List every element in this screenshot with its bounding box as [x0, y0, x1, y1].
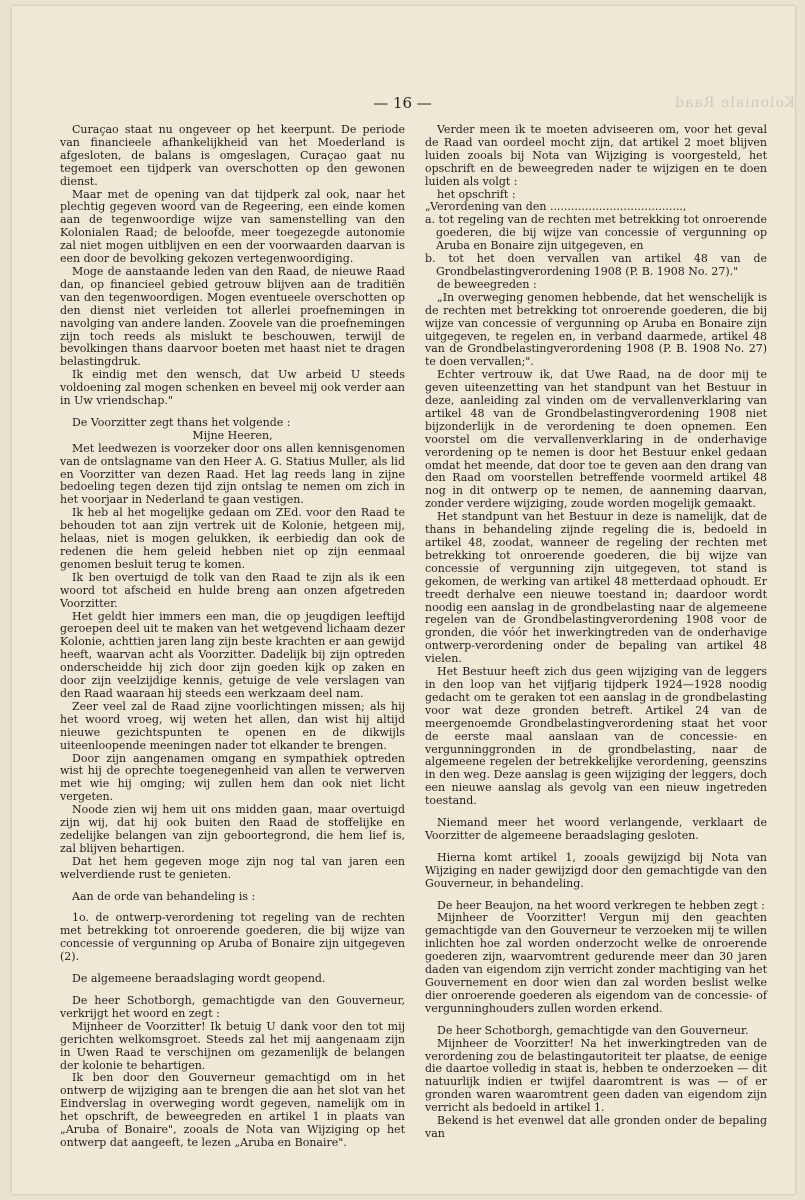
left-paragraph: Moge de aanstaande leden van den Raad, de nieuwe Raad dan, op financieel gebied getrouw blijven aan de traditiën van den tegenwoordigen. Mogen eventueele overschotten op den dienst niet verleiden tot allerlei proefnemingen in navolging van andere landen. Zoovele van die proefnemingen zijn toch reeds als mislukt te beschouwen, terwijl de bevolkingen thans daarvoor boeten met haast niet te dragen belastingdruk. — [60, 264, 405, 369]
left-paragraph: Mijne Heeren, — [192, 428, 273, 442]
left-paragraph: 1o. de ontwerp-verordening tot regeling van de rechten met betrekking tot onroerende goederen, die bij wijze van concessie of vergunning op Aruba of Bonaire zijn uitgegeven (2). — [60, 911, 405, 964]
left-paragraph: Ik ben overtuigd de tolk van den Raad te zijn als ik een woord tot afscheid en hulde breng aan onzen afgetreden Voorzitter. — [60, 570, 405, 610]
left-paragraph: Zeer veel zal de Raad zijne voorlichtingen missen; als hij het woord vroeg, wij weten het allen, dan wist hij altijd nieuwe gezichtspunten te openen en de dikwijls uiteenloopende meeningen nader tot elkander te brengen. — [60, 699, 405, 752]
left-paragraph: Curaçao staat nu ongeveer op het keerpunt. De periode van financieele afhankelijkheid van het Moederland is afgesloten, de balans is omgeslagen, Curaçao gaat nu tegemoet een tijdperk van overschotten op den gewonen dienst. — [60, 123, 405, 188]
right-paragraph: De heer Beaujon, na het woord verkregen te hebben zegt : — [437, 898, 765, 912]
right-paragraph: b. tot het doen vervallen van artikel 48 van de Grondbelastingverordening 1908 (P. B. 1908 No. 27)." — [425, 252, 767, 278]
right-paragraph: Niemand meer het woord verlangende, verklaart de Voorzitter de algemeene beraadslaging gesloten. — [425, 816, 767, 842]
right-paragraph: Echter vertrouw ik, dat Uwe Raad, na de door mij te geven uiteenzetting van het standpunt van het Bestuur in deze, aanleiding zal vinden om de vervallenverklaring van artikel 48 van de Grondbelastingverordening 1908 niet bijzonderlijk in de verordening te doen opnemen. Een voorstel om die vervallenverklaring in de onderhavige verordening op te nemen is door het Bestuur enkel gedaan omdat het meende, dat door toe te geven aan den drang van den Raad om voorstellen betreffende voormeld artikel 48 nog in dit ontwerp op te nemen, de aanneming daarvan, zonder verdere wijziging, zoude worden mogelijk gemaakt. — [425, 368, 767, 511]
right-paragraph: De heer Schotborgh, gemachtigde van den Gouverneur. — [437, 1023, 749, 1037]
right-paragraph: de beweegreden : — [437, 277, 537, 291]
left-paragraph: Dat het hem gegeven moge zijn nog tal van jaren een welverdiende rust te genieten. — [60, 854, 405, 881]
right-paragraph: Mijnheer de Voorzitter! Vergun mij den geachten gemachtigde van den Gouverneur te verzoeken mij te willen inlichten hoe zal worden onderzocht welke de onroerende goederen zijn, waarvomtrent gedurende meer dan 30 jaren daden van eigendom zijn verricht zonder machtiging van het Gouvernement en door wien dan zal worden beslist welke dier onroerende goederen als eigendom van de concessie- of vergunninghouders zullen worden erkend. — [425, 911, 767, 1015]
page-number: — 16 — — [373, 94, 432, 112]
left-paragraph: Ik heb al het mogelijke gedaan om ZEd. voor den Raad te behouden tot aan zijn vertrek uit de Kolonie, hetgeen mij, helaas, niet is mogen gelukken, ik eerbiedig dan ook de redenen die hem geleid hebben niet op zijn eenmaal genomen besluit terug te komen. — [60, 506, 405, 571]
right-paragraph: Bekend is het evenwel dat alle gronden onder de bepaling van — [425, 1114, 767, 1140]
right-text-column — [425, 124, 767, 1141]
left-paragraph: De heer Schotborgh, gemachtigde van den Gouverneur, verkrijgt het woord en zegt : — [60, 994, 405, 1020]
left-text-column — [60, 124, 405, 1150]
left-paragraph: De Voorzitter zegt thans het volgende : — [72, 415, 291, 429]
right-paragraph: Mijnheer de Voorzitter! Na het inwerkingtreden van de verordening zou de belastingautoriteit ter plaatse, de eenige die daartoe volledig in staat is, hebben te onderzoeken — dit natuurlijk indien er twijfel daaromtrent is was — of er gronden waren waaromtrent geen daden van eigendom zijn verricht als bedoeld in artikel 1. — [425, 1036, 767, 1115]
left-paragraph: Met leedwezen is voorzeker door ons allen kennisgenomen van de ontslagname van den Heer A. G. Statius Muller, als lid en Voorzitter van dezen Raad. Het lag reeds lang in zijne bedoeling tegen dezen tijd zijn ontslag te nemen om zich in het voorjaar in Nederland te gaan vestigen. — [60, 441, 405, 507]
left-paragraph: Aan de orde van behandeling is : — [72, 889, 256, 903]
left-paragraph: Ik ben door den Gouverneur gemachtigd om in het ontwerp de wijziging aan te brengen die aan het slot van het Eindverslag in overweging wordt gegeven, namelijk om in het opschrift, de beweegreden en artikel 1 in plaats van „Aruba of Bonaire", zooals de Nota van Wijziging op het ontwerp dat aangeeft, te lezen „Aruba en Bonaire". — [60, 1071, 405, 1149]
right-paragraph: het opschrift : — [437, 187, 516, 201]
right-paragraph: Het standpunt van het Bestuur in deze is namelijk, dat de thans in behandeling zijnde regeling die is, bedoeld in artikel 48, zoodat, wanneer de regeling der rechten met betrekking tot onroerende goederen, die bij wijze van concessie of vergunning zijn uitgegeven, tot stand is gekomen, de werking van artikel 48 metterdaad ophoudt. Er treedt derhalve een nieuwe toestand in; daardoor wordt noodig een aanslag in de grondbelasting naar de algemeene regelen van de Grondbelastingverordening 1908 voor de gronden, die vóór het inwerkingtreden van de onderhavige ontwerp-verordening onder de bepaling van artikel 48 vielen. — [425, 510, 767, 666]
left-paragraph: Maar met de opening van dat tijdperk zal ook, naar het plechtig gegeven woord van de Regeering, een einde komen aan de tegenwoordige wijze van samenstelling van den Kolonialen Raad; de beloofde, meer toegezegde autonomie zal niet mogen uitblijven en een der voorwaarden daarvan is een door de bevolking gekozen vertegenwoordiging. — [60, 187, 405, 266]
right-paragraph: „In overweging genomen hebbende, dat het wenschelijk is de rechten met betrekking tot onroerende goederen, die bij wijze van concessie of vergunning op Aruba en Bonaire zijn uitgegeven, te regelen en, in verband daarmede, artikel 48 van de Grondbelastingverordening 1908 (P. B. 1908 No. 27) te doen vervallen;". — [425, 290, 767, 369]
left-paragraph: Noode zien wij hem uit ons midden gaan, maar overtuigd zijn wij, dat hij ook buiten den Raad de stoffelijke en zedelijke belangen van zijn geboortegrond, die hem lief is, zal blijven behartigen. — [60, 803, 405, 855]
right-paragraph: a. tot regeling van de rechten met betrekking tot onroerende goederen, die bij wijze van concessie of vergunning op Aruba en Bonaire zijn uitgegeven, en — [425, 213, 767, 253]
left-paragraph: Door zijn aangenamen omgang en sympathiek optreden wist hij de oprechte toegenegenheid van allen te verwerven met wie hij omging; wij zullen hem dan ook niet licht vergeten. — [60, 751, 405, 804]
right-paragraph: „Verordening van den ......................................, — [425, 200, 687, 214]
right-paragraph: Hierna komt artikel 1, zooals gewijzigd bij Nota van Wijziging en nader gewijzigd door den gemachtigde van den Gouverneur, in behandeling. — [425, 850, 767, 890]
show-through-text: Koloniale Raad — [674, 95, 795, 111]
left-paragraph: Ik eindig met den wensch, dat Uw arbeid U steeds voldoening zal mogen schenken en beveel mij ook verder aan in Uw vriendschap." — [60, 368, 405, 408]
left-paragraph: Mijnheer de Voorzitter! Ik betuig U dank voor den tot mij gerichten welkomsgroet. Steeds zal het mij aangenaam zijn in Uwen Raad te verschijnen om gezamenlijk de belangen der kolonie te behartigen. — [60, 1019, 405, 1072]
left-paragraph: De algemeene beraadslaging wordt geopend. — [72, 972, 326, 986]
right-paragraph: Het Bestuur heeft zich dus geen wijziging van de leggers in den loop van het vijfjarig tijdperk 1924—1928 noodig gedacht om te geraken tot een aanslag in de grondbelasting voor wat deze gronden betreft. Artikel 24 van de meergenoemde Grondbelastingverordening staat het voor de eerste maal aanslaan van de concessie- en vergunninggronden in de grondbelasting, naar de algemeene regelen der betrekkelijke verordening, geenszins in den weg. Deze aanslag is geen wijziging der leggers, doch een nieuwe aanslag als gevolg van een nieuw ingetreden toestand. — [425, 665, 767, 808]
right-paragraph: Verder meen ik te moeten adviseeren om, voor het geval de Raad van oordeel mocht zijn, dat artikel 2 moet blijven luiden zooals bij Nota van Wijziging is voorgesteld, het opschrift en de beweegreden nader te wijzigen en te doen luiden als volgt : — [425, 123, 767, 188]
left-paragraph: Het geldt hier immers een man, die op jeugdigen leeftijd geroepen deel uit te maken van het wetgevend lichaam dezer Kolonie, achttien jaren lang zijn beste krachten er aan gewijd heeft, waarvan acht als Voorzitter. Dadelijk bij zijn optreden onderscheidde hij zich door zijn goeden kijk op zaken en door zijn veelzijdige kennis, getuige de vele verslagen van den Raad waaraan hij steeds een werkzaam deel nam. — [60, 609, 405, 700]
